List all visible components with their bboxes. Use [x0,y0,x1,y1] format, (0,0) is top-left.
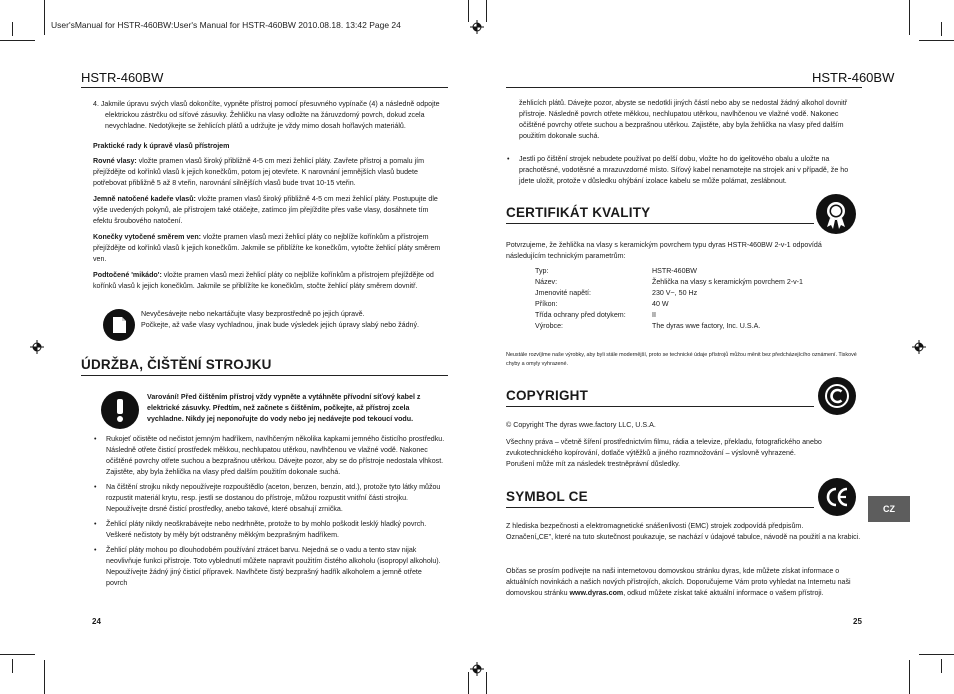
warning-text: Varování! Před čištěním přístroj vždy vypněte a vytáhněte přívodní síťový kabel z elektrické zásuvky. Předtím, než začnete s čištěním, počkejte, až přístroj zcela vychladne. Nikdy jej neponořujte do vody nebo jej nedávejte pod tekoucí vodu. [147,393,421,423]
copyright-icon [818,377,856,415]
spec-key: Třída ochrany před dotykem: [535,311,626,319]
spec-value: Žehlička na vlasy s keramickým povrchem 2-v-1 [652,278,803,286]
ce-text-line-1: Z hlediska bezpečnosti a elektromagnetické snášenlivosti (EMC) strojek zodpovídá předpisům. [506,522,804,530]
website-link[interactable]: www.dyras.com [569,589,624,597]
visit-text [506,566,862,599]
note-line-1: Nevyčesávejte nebo nekartáčujte vlasy bezprostředně po jejich úpravě. [141,310,365,318]
ce-rule [506,507,814,508]
crop-mark [468,672,469,694]
spec-key: Výrobce: [535,322,563,330]
crop-mark [941,22,942,36]
list-item: • Jestli po čištění strojek nebudete používat po delší dobu, vložte ho do igelitového obalu a uložte na prachotěsné, vodotěsné a mrazuvzdorné místo. Síťový kabel nenamotejte na strojek ani v případě, že ho jdete uložit, protože v důsledku ohýbání izolace kabelu se může polámat, zeslábnout. [506,154,864,187]
left-header-rule [81,87,448,88]
right-continued-text: žehlicích plátů. Dávejte pozor, abyste se nedotkli jiných částí nebo aby se nedostal žádný alkohol dovnitř přístroje. Následně povrch otřete měkkou, nechlupatou utěrkou, navlhčenou ve vlažné vodě. Nakonec očištěné povrchy otřete suchou a bezprašnou utěrkou. Zajistěte, aby byla žehlička na vlasy před dalším použitím dokonale suchá. [519,99,848,140]
crop-mark [909,660,910,694]
copyright-rights: Všechny práva – včetně šíření prostřednictvím filmu, rádia a televize, překladu, fotografického anebo zvukotechnického kopírování, dotlače výtěžků a jiného rozmnožování – výslovně vyhrazené. [506,438,822,457]
tip-curl-label: Jemně natočené kadeře vlasů: [93,195,196,203]
crop-mark [0,40,35,41]
left-model-header: HSTR-460BW [81,70,164,85]
certificate-text: Potvrzujeme, že žehlička na vlasy s keramickým povrchem typu dyras HSTR-460BW 2-v-1 odpovídá následujícím technickým parametrům: [506,241,822,260]
spec-key: Jmenovité napětí: [535,289,591,297]
page-number-left: 24 [92,617,101,626]
ce-text [506,521,862,543]
print-header: User'sManual for HSTR-460BW:User's Manual for HSTR-460BW 2010.08.18. 13:42 Page 24 [51,20,401,30]
tips-heading: Praktické rady k úpravě vlasů přístrojem [93,142,230,150]
copyright-penalty: Porušení může mít za následek trestněprávní důsledky. [506,460,681,468]
tip-mikado-text: vložte pramen vlasů mezi žehlicí pláty co nejblíže kořínkům a přístrojem přejíždějte od kořínků vlasů k jejich konečkům. Jakmile se přiblížíte ke konečkům, stočte žehlicí pláty směrem dovnitř. [93,271,434,290]
note-text [141,309,441,331]
spec-table [535,266,803,332]
list-item: • Na čištění strojku nikdy nepoužívejte rozpouštědlo (aceton, benzen, benzin, atd.), protože tyto látky můžou rozpustit materiál krytu, resp. jestli se dostanou do přístroje, můžou rozpustit vnitřní části strojku. Nepoužívejte drsné čisticí prostředky, anebo takové, které obsahují zrnička. [93,482,445,515]
visit-text-a: Občas se prosím podívejte na naši internetovou domovskou stránku dyras, kde můžete získat informace o aktuálních novinkách a našich nových přístrojích, akcích. Doporučujeme Vám proto vyhledat na Internetu naši domovskou stránku [506,567,851,597]
copyright-rule [506,406,814,407]
spec-value: HSTR-460BW [652,267,697,275]
spec-key: Příkon: [535,300,558,308]
right-header-rule [506,87,862,88]
crop-mark [919,654,954,655]
tip-straight-label: Rovné vlasy: [93,157,137,165]
table-row [535,299,803,310]
tip-ends [93,232,445,265]
crop-mark [0,654,35,655]
certificate-title: CERTIFIKÁT KVALITY [506,205,651,220]
ce-text-line-2: Označení„CE", které na tuto skutečnost poukazuje, se nachází v údajové tabulce, návodě na použití a na krabici. [506,533,861,541]
registration-mark-icon [470,662,484,676]
right-model-header: HSTR-460BW [812,70,895,85]
certificate-rule [506,223,814,224]
table-row [535,321,803,332]
crop-mark [468,0,469,22]
table-row [535,277,803,288]
copyright-text [506,437,862,470]
crop-mark [44,0,45,35]
quality-seal-icon [816,194,856,234]
tip-straight-text: vložte pramen vlasů široký přibližně 4-5 cm mezi žehlicí pláty. Zavřete přístroj a pomalu jím přejíždějte od kořínků vlasů k jejich konečkům, potom jej otevřete. K narovnání jemnějších vlasů budete potřebovat přibližně 5 až 8 vteřin, narovnání silnějších vlasů bude trvat 10-15 vteřin. [93,157,425,187]
crop-mark [12,659,13,673]
ce-title: SYMBOL CE [506,489,588,504]
copyright-title: COPYRIGHT [506,388,589,403]
registration-mark-icon [912,340,926,354]
cleaning-list [93,434,445,593]
storage-list [506,154,864,191]
left-tips-block [93,141,445,292]
step-4-text: 4. Jakmile úpravu svých vlasů dokončíte, vypněte přístroj pomocí přesuvného vypínače (4) a následně odpojte elektrickou zástrčku od síťové zásuvky. Žehličku na vlasy odložte na žáruvzdorný povrch, dokud zcela nevychladne. Nedotýkejte se žehlicích plátů a udržujte je vždy mimo dosah hořlavých materiálů. [93,100,440,130]
crop-mark [12,22,13,36]
copyright-line: © Copyright The dyras wwe.factory LLC, U.S.A. [506,421,656,429]
tip-mikado-label: Podtočené 'mikádo': [93,271,162,279]
note-icon [103,309,135,341]
tip-ends-label: Konečky vytočené směrem ven: [93,233,202,241]
crop-mark [486,0,487,22]
maintenance-title: ÚDRŽBA, ČIŠTĚNÍ STROJKU [81,357,272,372]
list-item: • Rukojeť očistěte od nečistot jemným hadříkem, navlhčeným několika kapkami jemného čisticího prostředku. Následně otřete čisticí prostředek měkkou, nechlupatou utěrkou, navlhčenou ve vlažné vodě. Nakonec očištěné povrchy otřete suchou a bezprašnou utěrkou. Dávejte pozor, aby se do přístroje nedostala vlhkost. Zajistěte, aby byla žehlička na vlasy před dalším použitím dokonale suchá. [93,434,445,478]
spec-key: Typ: [535,267,549,275]
visit-text-b: , odkud můžete získat také aktuální informace o vašem přístroji. [623,589,824,597]
page-number-right: 25 [853,617,862,626]
crop-mark [486,672,487,694]
spec-value: 230 V~, 50 Hz [652,289,698,297]
language-tab-cz: CZ [868,496,910,522]
list-item: • Žehlicí pláty mohou po dlouhodobém používání ztrácet barvu. Nejedná se o vadu a tento stav nijak neovlivňuje funkci přístroje. Toto vyblednutí můžete napravit použitím čistého alkoholu (isopropyl alkoholu). Nepoužívejte žádný jiný čisticí přípravek. Navlhčete čistý bezprašný hadřík alkoholem a jemně otřete povrch [93,545,445,589]
tip-curl [93,194,445,227]
tip-straight [93,156,445,189]
tip-mikado [93,270,445,292]
crop-mark [919,40,954,41]
spec-value: The dyras wwe factory, Inc. U.S.A. [652,322,761,330]
crop-mark [909,0,910,35]
table-row [535,310,803,321]
maintenance-rule [81,375,448,376]
registration-mark-icon [30,340,44,354]
table-row [535,266,803,277]
list-item: • Žehlicí pláty nikdy neoškrabávejte nebo nedrhněte, protože to by mohlo poškodit lesklý hladký povrch. Veškeré nečistoty by měly být odstraněny měkkým bezprašným hadříkem. [93,519,445,541]
crop-mark [44,660,45,694]
registration-mark-icon [470,20,484,34]
disclaimer-text: Neustále rozvíjíme naše výrobky, aby byli stále modernější, proto se technické údaje přístrojů můžou měnit bez předcházejícího oznámení. Tiskové chyby a omyly vyhrazené. [506,352,857,367]
warning-icon [101,391,139,429]
spec-value: 40 W [652,300,669,308]
ce-mark-icon [818,478,856,516]
note-line-2: Počkejte, až vaše vlasy vychladnou, jinak bude výsledek jejich úpravy slabý nebo žádný. [141,321,419,329]
spec-key: Název: [535,278,558,286]
table-row [535,288,803,299]
crop-mark [941,659,942,673]
spec-value: II [652,311,656,319]
tip-curl-text: vložte pramen vlasů široký přibližně 4-5 cm mezi žehlicí pláty. Postupujte dle výše uvedených pokynů, ale přístrojem také otáčejte, zatímco jím přejíždíte přes vaše vlasy, dosáhnete tím efektu šroubového natočení. [93,195,438,225]
tip-ends-text: vložte pramen vlasů mezi žehlicí pláty co nejblíže kořínkům a přístrojem přejíždějte od kořínků vlasů k jejich konečkům. Jakmile se přiblížíte ke konečkům, vytočte žehlicí pláty směrem ven. [93,233,441,263]
